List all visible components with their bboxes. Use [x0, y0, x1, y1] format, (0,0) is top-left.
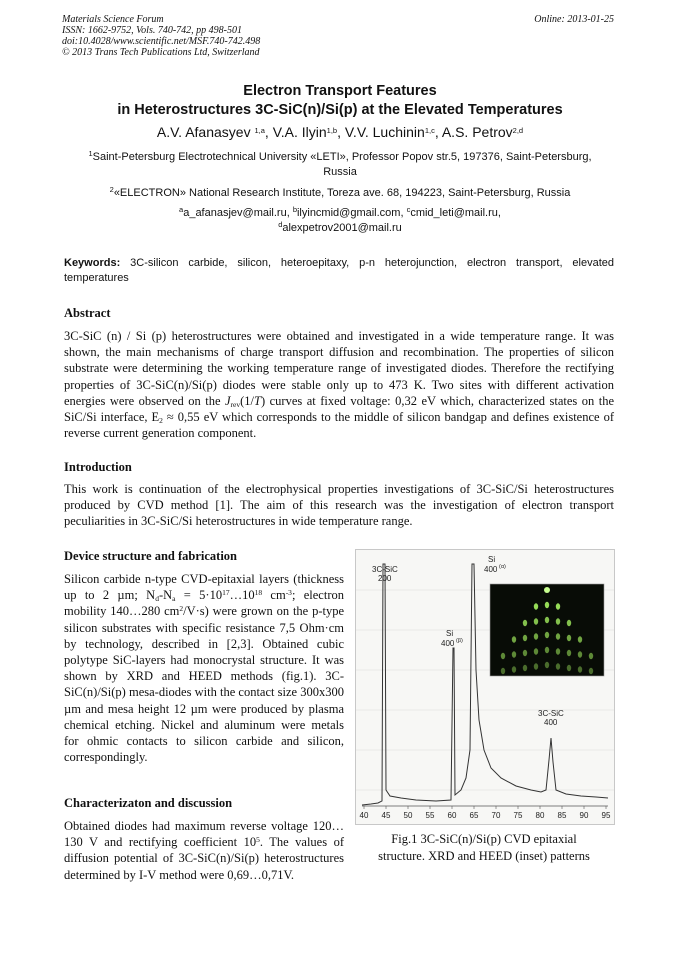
heed-spot [501, 668, 505, 674]
heed-spot [534, 618, 538, 624]
characterization-text: . The values of diffusion potential of 3C-SiC(n)/Si(p) heterostructures determined by I-V method were 0,69…0,71V. [64, 835, 344, 882]
x-tick-label: 70 [491, 811, 501, 820]
affiliation-1 [80, 150, 600, 180]
subscript-2: 2 [159, 416, 163, 426]
xrd-pattern [356, 550, 614, 824]
abstract-text: (1/ [240, 393, 255, 408]
superscript-18: 18 [254, 588, 263, 598]
author-separator: , [434, 124, 442, 140]
heed-spot [578, 666, 582, 672]
email-link: alexpetrov2001@mail.ru [282, 222, 402, 234]
keywords-text: 3C-silicon carbide, silicon, heteroepitaxy, p-n heterojunction, electron transport, elevated temperatures [64, 257, 614, 284]
heed-spot [523, 635, 527, 641]
heed-spot [512, 666, 516, 672]
superscript-5: 5 [256, 835, 260, 845]
heed-spot [544, 587, 550, 593]
heed-spot [556, 633, 560, 639]
journal-name: Materials Science Forum [62, 14, 164, 25]
superscript-17: 17 [222, 588, 230, 598]
heed-spot [578, 636, 582, 642]
author-name: V.A. Ilyin [272, 124, 327, 140]
heed-spot [589, 653, 593, 659]
abstract-text: 3C-SiC (n) / Si (p) heterostructures were obtained and investigated in a wide temperature range. It was shown, the main mechanisms of charge transport diffusion and recombination. The properties of silicon substrate were determining the working temperature range of investigated diodes. Therefore the rectifying properties of 3C-SiC(n)/Si(p) diodes were stable only up to 473 K. Two sites with different activation energies were observed on the [64, 329, 614, 408]
heed-spot [534, 633, 538, 639]
abstract-heading: Abstract [64, 306, 111, 320]
x-tick-label: 65 [469, 811, 479, 820]
heed-spot [545, 662, 549, 668]
peak-label: 400 [441, 639, 455, 648]
x-tick-label: 50 [403, 811, 413, 820]
heed-spot [556, 663, 560, 669]
subscript-rev: rev [230, 399, 241, 409]
x-tick-label: 95 [601, 811, 611, 820]
email-mark: b [292, 205, 297, 214]
author-affiliation-mark: 1,b [326, 126, 338, 135]
affiliation-2 [50, 186, 630, 201]
email-mark: d [278, 220, 283, 229]
heed-spot [523, 665, 527, 671]
x-tick-label: 40 [359, 811, 369, 820]
copyright-line: © 2013 Trans Tech Publications Ltd, Switzerland [62, 47, 260, 58]
heed-spot [545, 647, 549, 653]
email-mark: c [406, 205, 411, 214]
heed-spot [556, 603, 560, 609]
author-name: A.V. Afanasyev [156, 124, 255, 140]
heed-spot [523, 620, 527, 626]
x-tick-label: 80 [535, 811, 545, 820]
author-affiliation-mark: 2,d [512, 126, 524, 135]
author-separator: , [264, 124, 273, 140]
x-tick-label: 45 [381, 811, 391, 820]
heed-spot [578, 651, 582, 657]
heed-spot [589, 668, 593, 674]
x-tick-label: 90 [579, 811, 589, 820]
device-text: ; electron mobility 140…280 cm [64, 588, 344, 619]
doi-line: doi:10.4028/www.scientific.net/MSF.740-742.498 [62, 36, 261, 47]
heed-spot [523, 650, 527, 656]
heed-spot [567, 635, 571, 641]
heed-spot [567, 620, 571, 626]
device-body [64, 571, 344, 765]
figure-caption [355, 831, 613, 865]
heed-spot [567, 665, 571, 671]
superscript-2: 2 [179, 604, 184, 614]
heed-spot [556, 618, 560, 624]
heed-spot [545, 602, 549, 608]
peak-label-sup: (α) [499, 564, 506, 570]
email-link: ilyincmid@gmail.com, [296, 207, 407, 219]
peak-label: 400 [544, 718, 558, 727]
subscript-a: a [172, 594, 176, 604]
heed-spot [534, 663, 538, 669]
characterization-body [64, 818, 344, 883]
abstract-text: ≈ 0,55 eV which corresponds to the middle of silicon bandgap and defines existence of reverse current generation component. [64, 410, 614, 441]
x-tick-label: 60 [447, 811, 457, 820]
heed-spot [512, 636, 516, 642]
peak-label: 3C-SiC [538, 709, 564, 718]
email-link: cmid_leti@mail.ru, [410, 207, 501, 219]
device-text: -N [158, 588, 173, 603]
device-text: /V·s) were grown on the p-type silicon substrates with specific resistance 7,5 Ohm·cm by technology, described in [2,3]. Obtained cubic polytype SiC-layers had monocrystal structure. It was shown by XRD and HEED methods (fig.1). 3C-SiC(n)/Si(p) mesa-diodes with the contact size 300x300 µm and mesa height 12 µm were produced by plasma chemical etching. Nickel and aluminum were metals for ohmic contacts to silicon carbide and silicon, correspondingly. [64, 604, 345, 765]
heed-spot [545, 617, 549, 623]
subscript-d: d [155, 594, 159, 604]
peak-label-sup: (β) [456, 638, 463, 644]
x-tick-labels [360, 806, 611, 820]
issn-line: ISSN: 1662-9752, Vols. 740-742, pp 498-501 [62, 25, 242, 36]
peak-label: Si [446, 629, 454, 638]
affiliation-text: «ELECTRON» National Research Institute, Toreza ave. 68, 194223, Saint-Petersburg, Russia [113, 187, 571, 199]
keywords [64, 256, 614, 286]
journal-header [62, 14, 422, 58]
caption-line-2: structure. XRD and HEED (inset) patterns [378, 849, 590, 863]
heed-spot [567, 650, 571, 656]
heed-spot [534, 603, 538, 609]
heed-spot [556, 648, 560, 654]
heed-spot [545, 632, 549, 638]
device-text: = 5·10 [175, 588, 223, 603]
paper-title [40, 82, 640, 120]
author-name: V.V. Luchinin [344, 124, 425, 140]
peak-label: 400 [484, 565, 498, 574]
abstract-body [64, 328, 614, 441]
title-line-1: Electron Transport Features [243, 83, 437, 99]
affiliation-mark: 2 [109, 185, 114, 194]
peak-label: 3C-SiC [372, 565, 398, 574]
symbol-j: J [224, 393, 231, 408]
introduction-body: This work is continuation of the electrophysical properties investigations of 3C-SiC/Si heterostructures produced by CVD method [1]. The aim of this research was the investigation of electron transport peculiarities in 3C-SiC/Si heterostructures in wide temperature range. [64, 482, 614, 529]
superscript-minus3: -3 [285, 588, 292, 598]
author-affiliation-mark: 1,c [424, 126, 435, 135]
device-heading: Device structure and fabrication [64, 549, 238, 563]
abstract-text: ) curves at fixed voltage: 0,32 eV which, characterized states on the SiC/Si interface, E [64, 393, 614, 425]
author-separator: , [337, 124, 345, 140]
figure-xrd [355, 549, 615, 825]
x-tick-label: 75 [513, 811, 523, 820]
author-name: A.S. Petrov [441, 124, 513, 140]
affiliation-mark: 1 [88, 149, 93, 158]
author-emails [150, 206, 530, 236]
heed-spot [501, 653, 505, 659]
characterization-text: Obtained diodes had maximum reverse voltage 120…130 V and rectifying coefficient 10 [64, 819, 344, 850]
title-line-2: in Heterostructures 3C-SiC(n)/Si(p) at the Elevated Temperatures [117, 102, 563, 118]
online-date: Online: 2013-01-25 [534, 14, 614, 25]
device-text: …10 [229, 588, 255, 603]
author-list [40, 124, 640, 140]
characterization-heading: Characterizaton and discussion [64, 796, 233, 810]
x-tick-label: 85 [557, 811, 567, 820]
device-text: cm [262, 588, 286, 603]
affiliation-text: Saint-Petersburg Electrotechnical University «LETI», Professor Popov str.5, 197376, Saint-Petersburg, Russia [92, 151, 592, 178]
email-link: a_afanasjev@mail.ru, [183, 207, 293, 219]
heed-spot [512, 651, 516, 657]
email-mark: a [179, 205, 184, 214]
peak-label: 200 [378, 574, 392, 583]
introduction-heading: Introduction [64, 460, 132, 474]
device-text: Silicon carbide n-type CVD-epitaxial layers (thickness up to 2 µm; N [64, 572, 344, 603]
symbol-t: T [254, 393, 261, 408]
author-affiliation-mark: 1,a [254, 126, 265, 135]
keywords-label: Keywords: [64, 257, 121, 269]
x-tick-label: 55 [425, 811, 435, 820]
caption-line-1: Fig.1 3C-SiC(n)/Si(p) CVD epitaxial [391, 832, 577, 846]
peak-label: Si [488, 555, 496, 564]
heed-spot [534, 648, 538, 654]
